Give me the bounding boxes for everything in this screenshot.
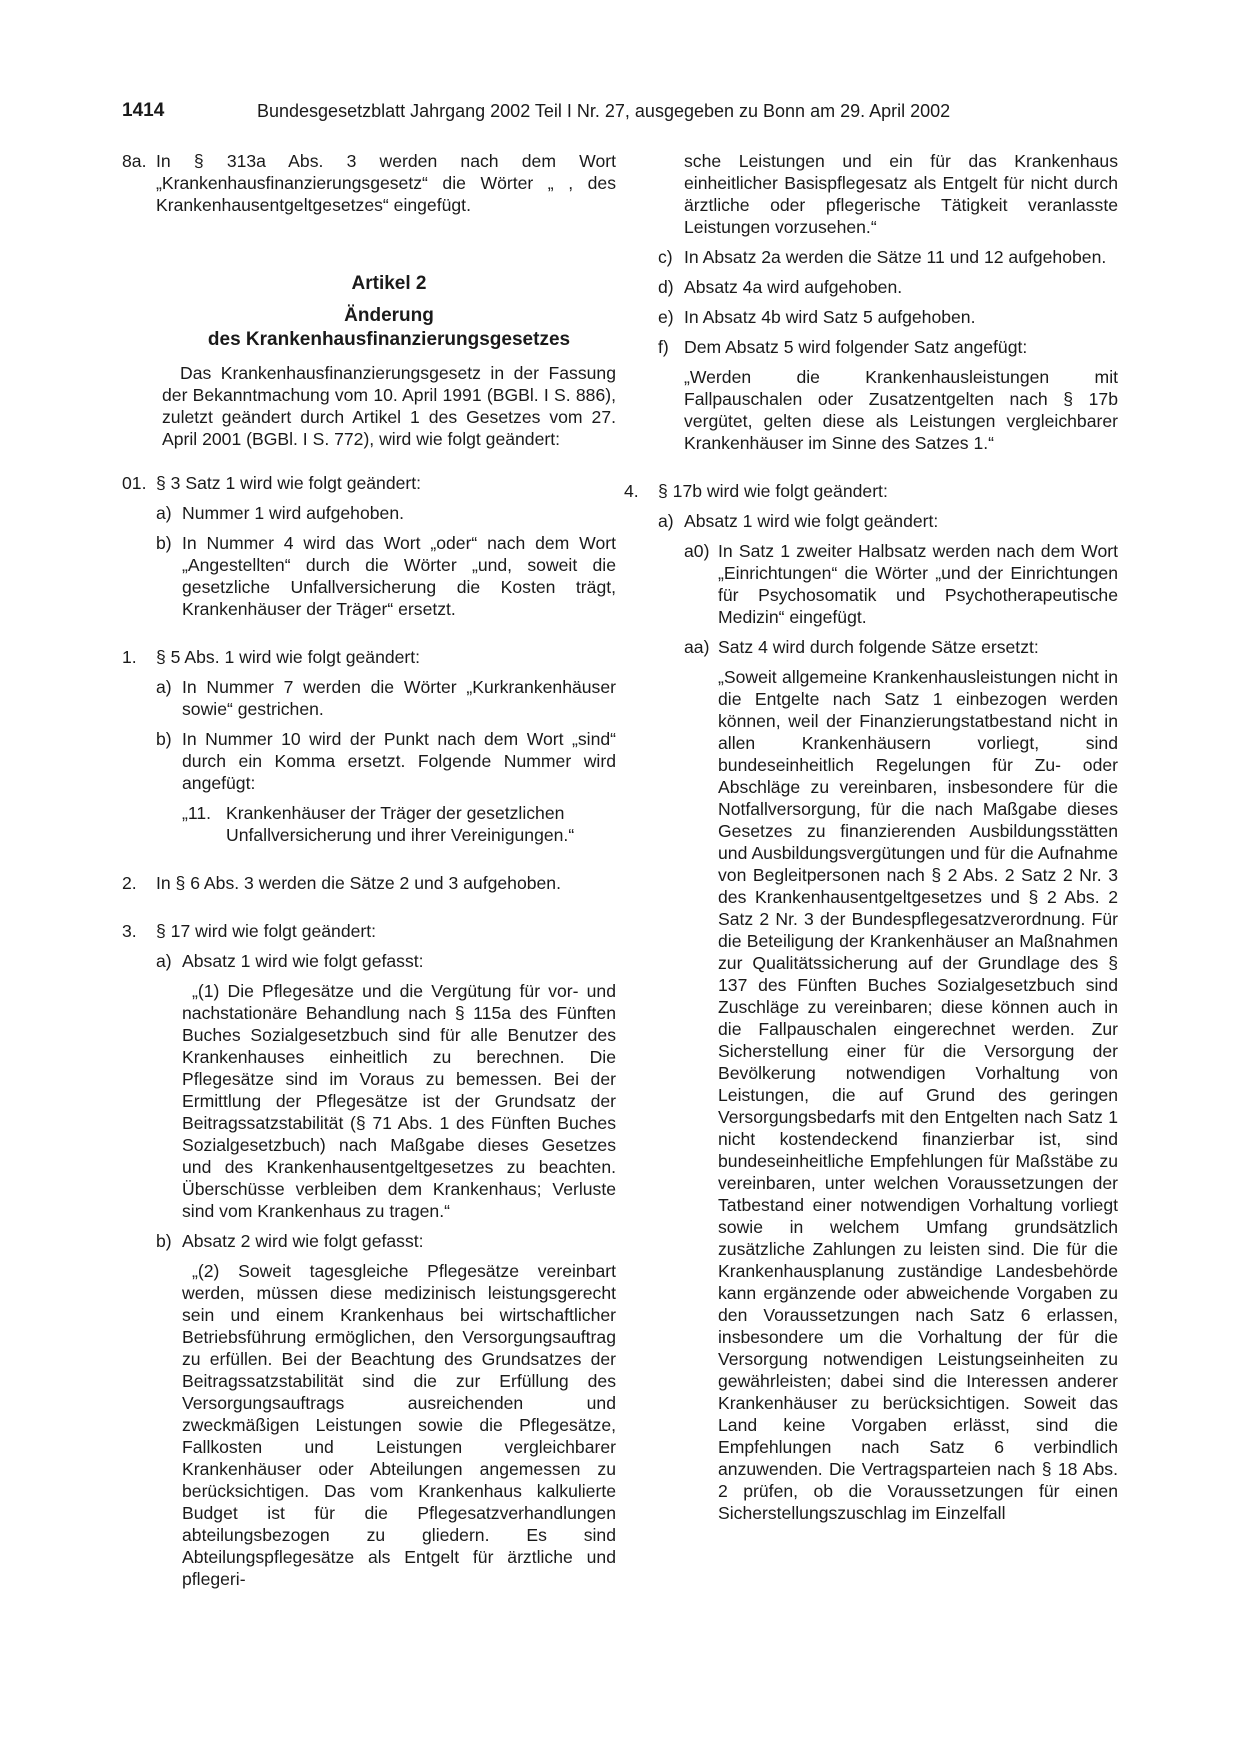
item-letter: a0) — [684, 541, 710, 561]
sub-item — [156, 950, 616, 972]
item-text: § 5 Abs. 1 wird wie folgt geändert: — [156, 647, 421, 667]
item-letter: e) — [658, 307, 674, 327]
item-letter: a) — [658, 511, 674, 531]
item-letter: b) — [156, 533, 172, 553]
item-text: Satz 4 wird durch folgende Sätze ersetzt: — [718, 637, 1039, 657]
item-number: „11. — [182, 803, 212, 823]
left-column — [122, 150, 616, 1590]
item-letter: a) — [156, 503, 172, 523]
item-number: 4. — [624, 481, 639, 501]
sub-sub-item — [684, 540, 1118, 628]
item-text: Absatz 1 wird wie folgt geändert: — [684, 511, 939, 531]
item-text: Absatz 2 wird wie folgt gefasst: — [182, 1231, 424, 1251]
item-letter: aa) — [684, 637, 710, 657]
item-text: In § 6 Abs. 3 werden die Sätze 2 und 3 aufgehoben. — [156, 873, 561, 893]
item-text: Absatz 4a wird aufgehoben. — [684, 277, 903, 297]
item-letter: b) — [156, 729, 172, 749]
quoted-paragraph: „(1) Die Pflegesätze und die Vergütung für vor- und nachstationäre Behandlung nach § 115a des Fünften Buches Sozialgesetzbuch sind für alle Benutzer des Krankenhauses einheitlich zu berechnen. Die Pflegesätze sind im Voraus zu bemessen. Bei der Ermittlung der Pflegesätze ist der Grundsatz der Beitragssatzstabilität (§ 71 Abs. 1 des Fünften Buches Sozialgesetzbuch) nach Maßgabe dieses Gesetzes und des Krankenhausentgeltgesetzes zu beachten. Überschüsse verbleiben dem Krankenhaus; Verluste sind vom Krankenhaus zu tragen.“ — [182, 981, 616, 1221]
list-item — [122, 872, 616, 894]
item-letter: d) — [658, 277, 674, 297]
item-text: § 17b wird wie folgt geändert: — [658, 481, 888, 501]
list-item — [122, 920, 616, 942]
list-item — [122, 150, 616, 216]
page-number: 1414 — [122, 100, 165, 121]
item-text: § 3 Satz 1 wird wie folgt geändert: — [156, 473, 422, 493]
quoted-text: Krankenhäuser der Träger der gesetzlichen Unfallversicherung und ihrer Vereinigungen.“ — [226, 803, 575, 845]
article-heading: Artikel 2 — [351, 273, 427, 294]
quoted-item — [182, 802, 616, 846]
quoted-paragraph: „(2) Soweit tagesgleiche Pflegesätze vereinbart werden, müssen diese medizinisch leistungsgerecht sein und einem Krankenhaus bei wirtschaftlicher Betriebsführung ermöglichen, den Versorgungsauftrag zu erfüllen. Bei der Beachtung des Grundsatzes der Beitragssatzstabilität sind die zur Erfüllung des Versorgungsauftrags ausreichenden und zweckmäßigen Leistungen sowie die Pflegesätze, Fallkosten und Leistungen vergleichbarer Krankenhäuser oder Abteilungen angemessen zu berücksichtigen. Das vom Krankenhaus kalkulierte Budget ist für die Pflegesatzverhandlungen abteilungsbezogen zu gliedern. Es sind Abteilungspflegesätze als Entgelt für ärztliche und pflegeri- — [182, 1261, 616, 1589]
running-title: Bundesgesetzblatt Jahrgang 2002 Teil I Nr. 27, ausgegeben zu Bonn am 29. April 2002 — [257, 101, 951, 121]
sub-item — [658, 336, 1118, 358]
sub-item — [156, 676, 616, 720]
article-title-line-2: des Krankenhausfinanzierungsgesetzes — [207, 329, 571, 350]
item-text: Dem Absatz 5 wird folgender Satz angefügt: — [684, 337, 1028, 357]
sub-item — [658, 276, 1118, 298]
item-text: In Absatz 4b wird Satz 5 aufgehoben. — [684, 307, 976, 327]
sub-item — [658, 246, 1118, 268]
item-letter: f) — [658, 337, 669, 357]
sub-item — [156, 1230, 616, 1252]
list-item — [624, 480, 1118, 502]
item-letter: c) — [658, 247, 673, 267]
item-number: 2. — [122, 873, 137, 893]
item-text: § 17 wird wie folgt geändert: — [156, 921, 377, 941]
item-text: In Satz 1 zweiter Halbsatz werden nach dem Wort „Einrichtungen“ die Wörter „und der Einrichtungen für Psychosomatik und Psychotherapeutische Medizin“ eingefügt. — [718, 541, 1118, 627]
right-column — [624, 150, 1118, 1524]
article-intro: Das Krankenhausfinanzierungsgesetz in der Fassung der Bekanntmachung vom 10. April 1991 (BGBl. I S. 886), zuletzt geändert durch Artikel 1 des Gesetzes vom 27. April 2001 (BGBl. I S. 772), wird wie folgt geändert: — [162, 363, 616, 449]
item-letter: a) — [156, 951, 172, 971]
item-number: 3. — [122, 921, 137, 941]
item-number: 8a. — [122, 151, 147, 171]
sub-item — [156, 532, 616, 620]
quoted-paragraph: „Soweit allgemeine Krankenhausleistungen nicht in die Entgelte nach Satz 1 einbezogen werden können, weil der Finanzierungstatbestand nicht in allen Krankenhäusern vorliegt, sind bundeseinheitlich Regelungen für Zu- oder Abschläge zu vereinbaren, insbesondere für die Notfallversorgung, für die nach Maßgabe dieses Gesetzes zu finanzierenden Ausbildungsstätten und Ausbildungsvergütungen und für die Aufnahme von Begleitpersonen nach § 2 Abs. 2 Satz 2 Nr. 3 des Krankenhausentgeltgesetzes und § 2 Abs. 2 Satz 2 Nr. 3 der Bundespflegesatzverordnung. Für die Beteiligung der Krankenhäuser an Maßnahmen zur Qualitätssicherung auf der Grundlage des § 137 des Fünften Buches Sozialgesetzbuch sind Zuschläge zu vereinbaren; diese können auch in die Fallpauschalen eingerechnet werden. Zur Sicherstellung einer für die Versorgung der Bevölkerung notwendigen Vorhaltung von Leistungen, die auf Grund des geringen Versorgungsbedarfs mit den Entgelten nach Satz 1 nicht kostendeckend finanzierbar ist, sind bundeseinheitliche Empfehlungen für Maßstäbe zu vereinbaren, unter welchen Voraussetzungen der Tatbestand einer notwendigen Vorhaltung vorliegt sowie in welchem Umfang grundsätzlich zusätzliche Zahlungen zu leisten sind. Die für die Krankenhausplanung zuständige Landesbehörde kann ergänzende oder abweichende Vorgaben zu den Voraussetzungen nach Satz 6 erlassen, insbesondere um die Vorhaltung der für die Versorgung notwendigen Leistungseinheiten zu gewährleisten; dabei sind die Interessen anderer Krankenhäuser zu berücksichtigen. Soweit das Land keine Vorgaben erlässt, sind die Empfehlungen nach Satz 6 verbindlich anzuwenden. Die Vertragsparteien nach § 18 Abs. 2 prüfen, ob die Voraussetzungen für einen Sicherstellungszuschlag im Einzelfall — [718, 667, 1118, 1523]
sub-item — [658, 306, 1118, 328]
quoted-paragraph: „Werden die Krankenhausleistungen mit Fallpauschalen oder Zusatzentgelten nach § 17b vergütet, gelten diese als Leistungen vergleichbarer Krankenhäuser im Sinne des Satzes 1.“ — [684, 367, 1118, 453]
quoted-paragraph-continuation: sche Leistungen und ein für das Krankenhaus einheitlicher Basispflegesatz als Entgelt für nicht durch ärztliche oder pflegerische Tätigkeit veranlasste Leistungen vorzusehen.“ — [684, 151, 1118, 237]
list-item — [122, 472, 616, 494]
item-letter: b) — [156, 1231, 172, 1251]
item-text: In Nummer 4 wird das Wort „oder“ nach dem Wort „Angestellten“ durch die Wörter „und, soweit die gesetzliche Unfallversicherung die Kosten trägt, Krankenhäuser der Träger“ ersetzt. — [182, 533, 616, 619]
sub-item — [156, 728, 616, 794]
item-text: In Absatz 2a werden die Sätze 11 und 12 aufgehoben. — [684, 247, 1107, 267]
item-letter: a) — [156, 677, 172, 697]
item-text: Nummer 1 wird aufgehoben. — [182, 503, 404, 523]
item-text: In § 313a Abs. 3 werden nach dem Wort „Krankenhausfinanzierungsgesetz“ die Wörter „ , des Krankenhausentgeltgesetzes“ eingefügt. — [156, 151, 616, 215]
sub-sub-item — [684, 636, 1118, 658]
item-number: 01. — [122, 473, 147, 493]
article-title-line-1: Änderung — [344, 305, 434, 326]
item-text: In Nummer 10 wird der Punkt nach dem Wort „sind“ durch ein Komma ersetzt. Folgende Nummer wird angefügt: — [182, 729, 616, 793]
page-header — [122, 100, 1118, 126]
sub-item — [658, 510, 1118, 532]
item-number: 1. — [122, 647, 137, 667]
list-item — [122, 646, 616, 668]
item-text: Absatz 1 wird wie folgt gefasst: — [182, 951, 424, 971]
sub-item — [156, 502, 616, 524]
item-text: In Nummer 7 werden die Wörter „Kurkrankenhäuser sowie“ gestrichen. — [182, 677, 616, 719]
